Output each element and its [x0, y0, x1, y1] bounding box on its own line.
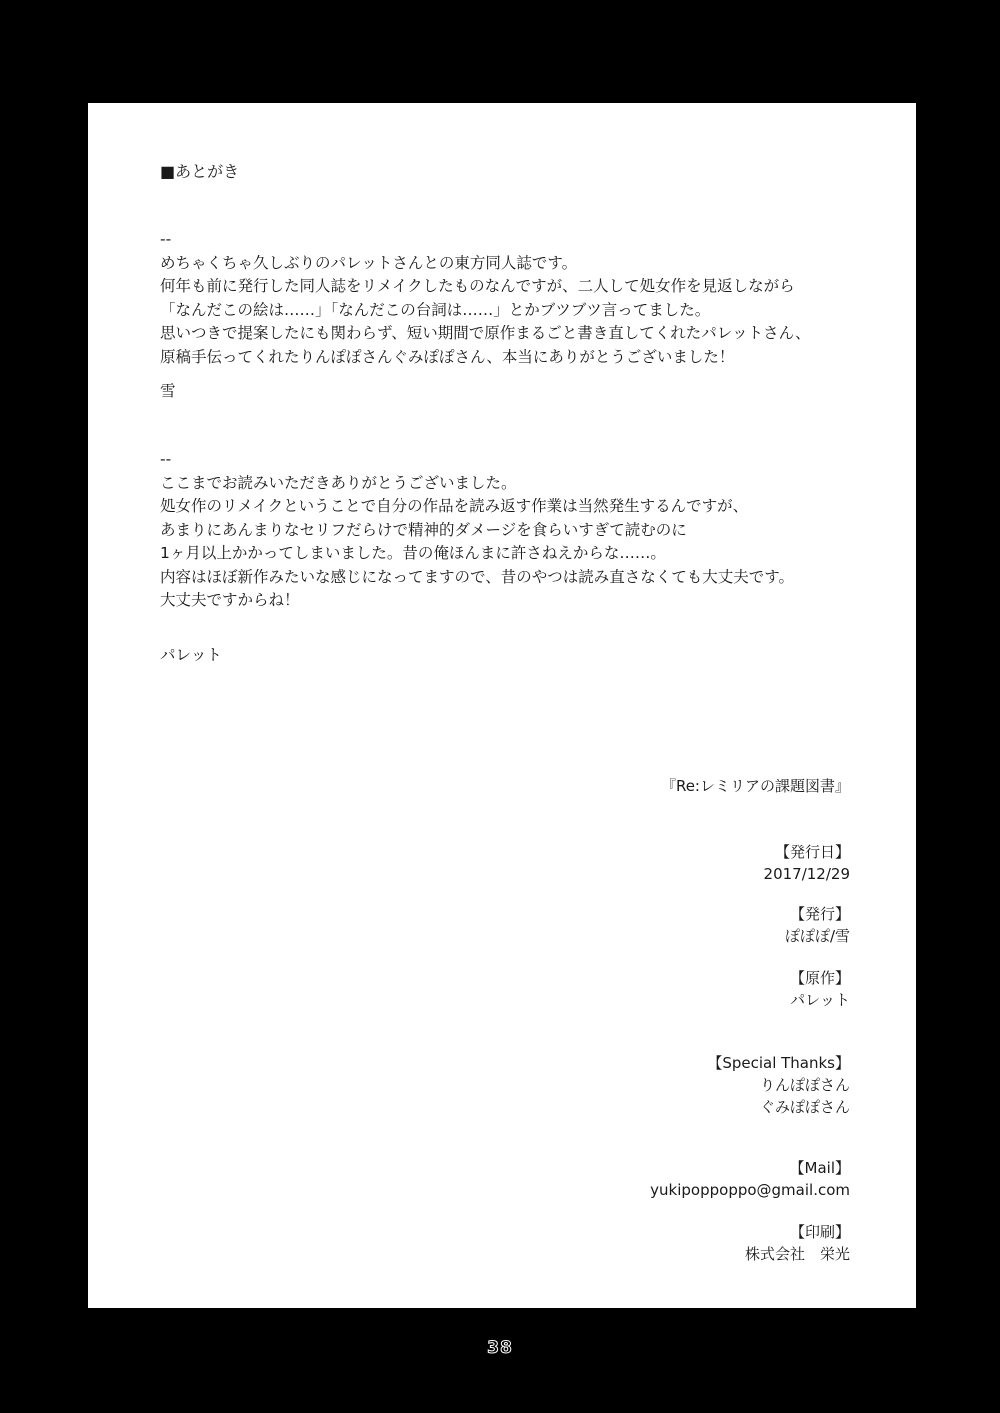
book-title: 『Re:レミリアの課題図書』	[660, 777, 850, 795]
date-label: 【発行日】	[774, 843, 850, 861]
colophon-original	[450, 967, 850, 1011]
date-value: 2017/12/29	[763, 865, 850, 883]
text-line: --	[160, 230, 172, 248]
original-value: パレット	[790, 991, 850, 1009]
text-line: 思いつきで提案したにも関わらず、短い期間で原作まるごと書き直してくれたパレットさん、	[160, 324, 811, 342]
afterword-section-yuki	[160, 228, 811, 369]
afterword-heading: ■あとがき	[160, 162, 240, 181]
text-line: 大丈夫ですからね！	[160, 591, 300, 609]
page-number: 38	[487, 1338, 513, 1358]
signature-yuki: 雪	[160, 382, 176, 400]
mail-label: 【Mail】	[789, 1159, 850, 1177]
text-line: めちゃくちゃ久しぶりのパレットさんとの東方同人誌です。	[160, 253, 578, 272]
text-line: 1ヶ月以上かかってしまいました。昔の俺ほんまに許さねえからな……。	[160, 544, 666, 562]
text-line: ここまでお読みいただきありがとうございました。	[160, 473, 517, 492]
text-line: --	[160, 450, 172, 468]
afterword-page	[88, 103, 916, 1308]
text-line: 内容はほぼ新作みたいな感じになってますので、昔のやつは読み直さなくても大丈夫です。	[160, 567, 794, 586]
thanks-name: りんぽぽさん	[759, 1076, 850, 1094]
print-label: 【印刷】	[789, 1223, 850, 1241]
publisher-value: ぽぽぽ/雪	[784, 927, 850, 945]
text-line: 「なんだこの絵は……」「なんだこの台詞は……」とかブツブツ言ってました。	[160, 300, 711, 319]
colophon-printer	[450, 1221, 850, 1265]
colophon-date	[450, 841, 850, 885]
colophon-special-thanks	[450, 1052, 850, 1118]
text-line: 処女作のリメイクということで自分の作品を読み返す作業は当然発生するんですが、	[160, 497, 749, 515]
mail-address: yukipoppoppo@gmail.com	[650, 1181, 850, 1199]
text-line: 何年も前に発行した同人誌をリメイクしたものなんですが、二人して処女作を見返しながら	[160, 277, 795, 295]
thanks-label: 【Special Thanks】	[707, 1054, 850, 1072]
afterword-section-palette	[160, 448, 794, 613]
colophon-publisher	[450, 903, 850, 947]
colophon-mail	[450, 1157, 850, 1201]
thanks-name: ぐみぽぽさん	[759, 1098, 850, 1116]
text-line: あまりにあんまりなセリフだらけで精神的ダメージを食らいすぎて読むのに	[160, 520, 687, 539]
publisher-label: 【発行】	[789, 905, 850, 923]
print-value: 株式会社 栄光	[744, 1245, 850, 1263]
signature-palette: パレット	[160, 646, 222, 664]
text-line: 原稿手伝ってくれたりんぽぽさんぐみぽぽさん、本当にありがとうございました！	[160, 347, 735, 366]
original-label: 【原作】	[789, 969, 850, 987]
